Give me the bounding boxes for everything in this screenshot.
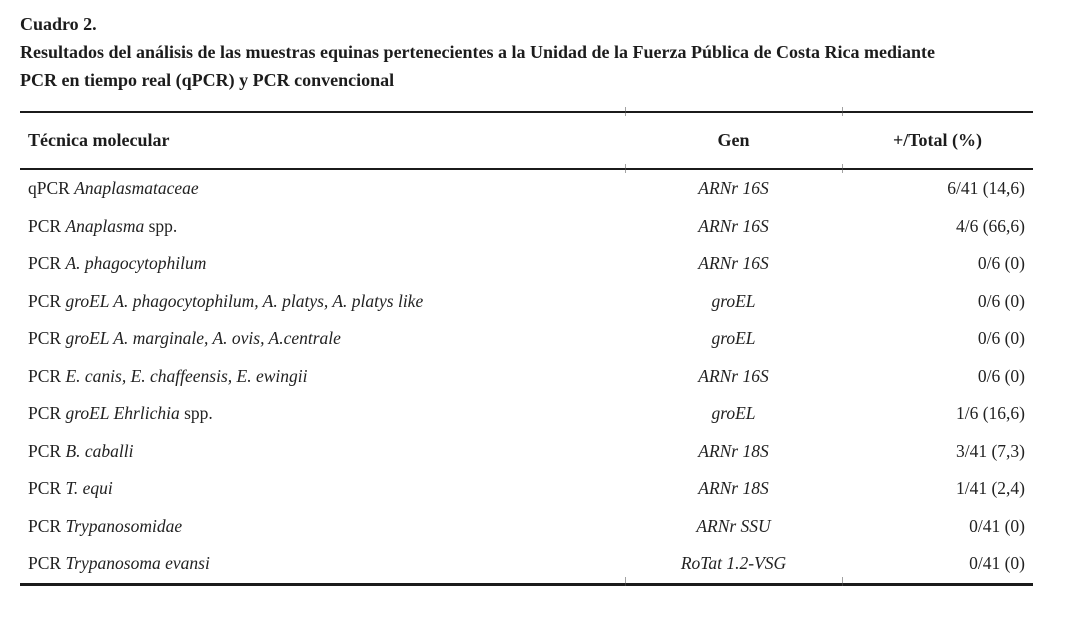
table-row <box>20 245 1033 283</box>
technique-cell <box>20 320 625 358</box>
table-row <box>20 433 1033 471</box>
column-boundary-tick <box>842 164 843 173</box>
table-row <box>20 208 1033 246</box>
technique-organism: E. canis, E. chaffeensis, E. ewingii <box>65 365 308 386</box>
technique-prefix: PCR <box>28 440 66 461</box>
technique-cell <box>20 470 625 508</box>
technique-organism: Trypanosomidae <box>65 515 183 536</box>
table-row <box>20 508 1033 546</box>
result-cell: 4/6 (66,6) <box>955 215 1025 236</box>
result-cell: 0/6 (0) <box>977 253 1025 274</box>
column-boundary-tick <box>625 164 626 173</box>
column-boundary-tick <box>625 577 626 586</box>
result-cell: 1/41 (2,4) <box>955 478 1025 499</box>
gene-cell: ARNr SSU <box>696 515 771 536</box>
results-table <box>20 111 1033 586</box>
gene-cell: groEL <box>711 290 756 311</box>
table-header <box>20 112 1033 169</box>
gene-cell: ARNr 18S <box>698 440 769 461</box>
technique-prefix: PCR <box>28 328 66 349</box>
table-row <box>20 470 1033 508</box>
result-cell: 0/41 (0) <box>969 515 1025 536</box>
technique-organism: T. equi <box>65 478 113 499</box>
gene-cell: RoTat 1.2-VSG <box>680 553 787 574</box>
table-number-label: Cuadro 2. <box>20 14 97 34</box>
gene-cell: ARNr 16S <box>698 215 769 236</box>
result-cell: 1/6 (16,6) <box>955 403 1025 424</box>
technique-organism: A. phagocytophilum <box>65 253 207 274</box>
result-cell: 3/41 (7,3) <box>955 440 1025 461</box>
technique-cell <box>20 283 625 321</box>
header-row <box>20 112 1033 169</box>
caption-line-1: Resultados del análisis de las muestras equinas pertenecientes a la Unidad de la Fuerza Pública de Costa Rica mediante <box>20 42 936 62</box>
table-row <box>20 358 1033 396</box>
gene-cell: groEL <box>711 328 756 349</box>
technique-cell <box>20 169 625 208</box>
column-boundary-tick <box>842 577 843 586</box>
gene-cell: ARNr 16S <box>698 178 769 199</box>
technique-cell <box>20 208 625 246</box>
gene-cell: ARNr 18S <box>698 478 769 499</box>
header-total: +/Total (%) <box>842 112 1033 169</box>
result-cell: 0/6 (0) <box>977 365 1025 386</box>
technique-organism: groEL A. marginale, A. ovis, A.centrale <box>65 328 341 349</box>
technique-cell <box>20 508 625 546</box>
technique-cell <box>20 545 625 584</box>
technique-prefix: PCR <box>28 553 66 574</box>
gene-cell: ARNr 16S <box>698 253 769 274</box>
caption-line-2: PCR en tiempo real (qPCR) y PCR convencional <box>20 70 395 90</box>
gene-cell: ARNr 16S <box>698 365 769 386</box>
column-boundary-tick <box>842 107 843 116</box>
table-body <box>20 169 1033 584</box>
technique-prefix: PCR <box>28 403 66 424</box>
technique-organism: groEL Ehrlichia <box>65 403 180 424</box>
table-row <box>20 169 1033 208</box>
result-cell: 0/41 (0) <box>969 553 1025 574</box>
header-technique: Técnica molecular <box>20 112 625 169</box>
technique-suffix: spp. <box>144 215 178 236</box>
table-row <box>20 395 1033 433</box>
gene-cell: groEL <box>711 403 756 424</box>
header-gene: Gen <box>625 112 842 169</box>
result-cell: 0/6 (0) <box>977 290 1025 311</box>
technique-organism: Trypanosoma evansi <box>65 553 210 574</box>
technique-organism: Anaplasmataceae <box>74 178 199 199</box>
technique-organism: Anaplasma <box>65 215 145 236</box>
technique-prefix: PCR <box>28 290 66 311</box>
technique-prefix: PCR <box>28 253 66 274</box>
table-row <box>20 545 1033 584</box>
technique-cell <box>20 433 625 471</box>
technique-cell <box>20 395 625 433</box>
technique-suffix: spp. <box>179 403 213 424</box>
technique-cell <box>20 245 625 283</box>
technique-prefix: PCR <box>28 515 66 536</box>
column-boundary-tick <box>625 107 626 116</box>
technique-prefix: qPCR <box>28 178 75 199</box>
table-caption <box>20 11 1033 94</box>
technique-organism: B. caballi <box>65 440 134 461</box>
result-cell: 0/6 (0) <box>977 328 1025 349</box>
result-cell: 6/41 (14,6) <box>947 178 1025 199</box>
technique-prefix: PCR <box>28 215 66 236</box>
technique-prefix: PCR <box>28 365 66 386</box>
table-row <box>20 283 1033 321</box>
technique-organism: groEL A. phagocytophilum, A. platys, A. platys like <box>65 290 424 311</box>
technique-prefix: PCR <box>28 478 66 499</box>
table-row <box>20 320 1033 358</box>
technique-cell <box>20 358 625 396</box>
